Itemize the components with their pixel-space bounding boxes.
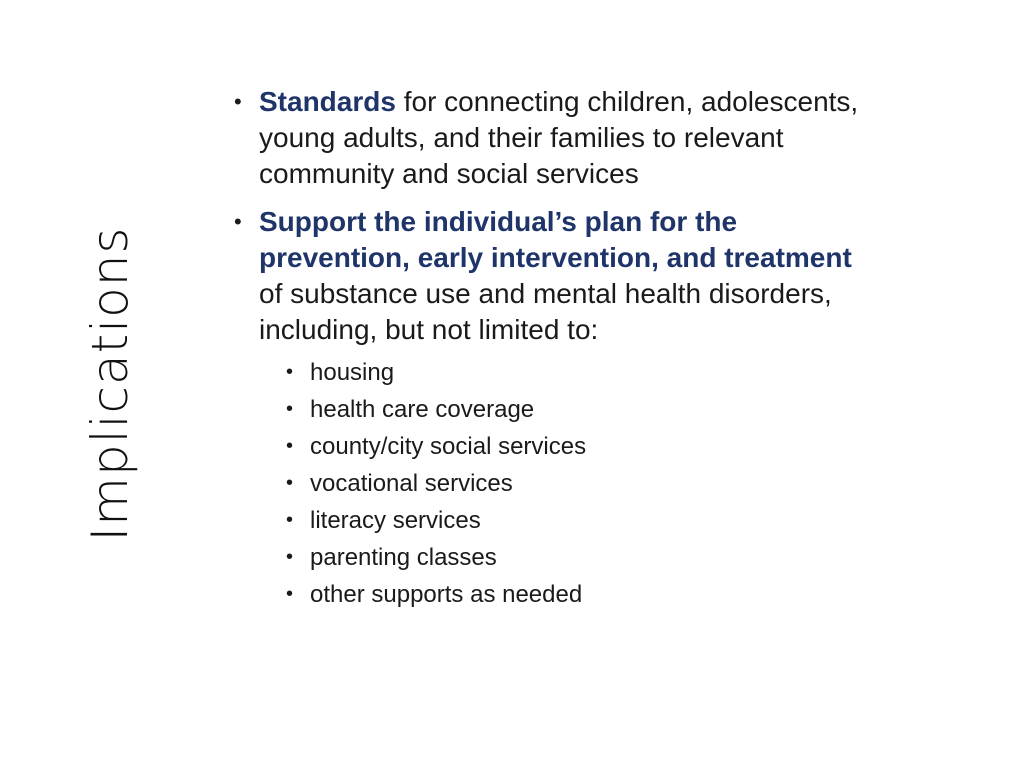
bullet-item-standards (232, 84, 872, 192)
bullet-item-support (232, 204, 872, 613)
sub-bullet-item (286, 465, 872, 502)
slide-content (232, 84, 872, 625)
sub-bullet-text: literacy services (310, 507, 481, 534)
bullet-icon: • (286, 472, 294, 494)
sub-bullet-item (286, 576, 872, 613)
sub-bullet-text: vocational services (310, 470, 513, 497)
sub-bullet-item (286, 539, 872, 576)
bullet-icon: • (286, 361, 294, 383)
bullet-icon: • (286, 546, 294, 568)
sub-bullet-text: other supports as needed (310, 581, 583, 608)
bullet-emphasis: Support the individual’s plan for the prevention, early intervention, and treatment (259, 206, 852, 273)
bullet-icon: • (234, 209, 242, 234)
bullet-list (232, 84, 872, 613)
sub-bullet-item (286, 354, 872, 391)
sub-bullet-text: county/city social services (310, 433, 587, 460)
slide-title: Implications (81, 226, 139, 542)
sub-bullet-list (259, 354, 872, 613)
bullet-icon: • (286, 398, 294, 420)
bullet-text: of substance use and mental health disorders, including, but not limited to: (259, 278, 832, 345)
bullet-icon: • (286, 509, 294, 531)
bullet-icon: • (286, 583, 294, 605)
bullet-icon: • (234, 89, 242, 114)
sub-bullet-text: health care coverage (310, 396, 535, 423)
sub-bullet-text: parenting classes (310, 544, 497, 571)
sub-bullet-text: housing (310, 359, 395, 386)
bullet-icon: • (286, 435, 294, 457)
bullet-text: for connecting children, adolescents, young adults, and their families to relevant community and social services (259, 86, 859, 189)
sub-bullet-item (286, 502, 872, 539)
sub-bullet-item (286, 428, 872, 465)
bullet-emphasis: Standards (259, 86, 396, 117)
sub-bullet-item (286, 391, 872, 428)
